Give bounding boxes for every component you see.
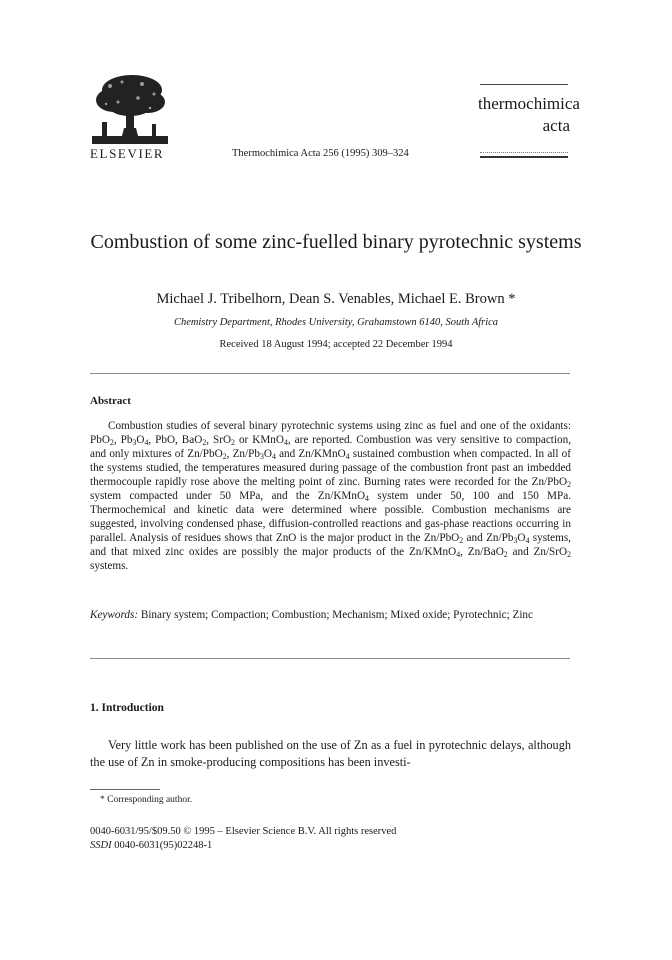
journal-rule-top — [480, 84, 568, 85]
article-title: Combustion of some zinc-fuelled binary pyrotechnic systems — [90, 231, 582, 253]
author-affiliation: Chemistry Department, Rhodes University, Grahamstown 6140, South Africa — [173, 317, 499, 328]
abstract-heading: Abstract — [90, 395, 131, 407]
tree-logo-icon — [92, 72, 168, 144]
section-heading-introduction: 1. Introduction — [90, 702, 164, 714]
journal-rule-dotted — [480, 152, 568, 153]
article-authors: Michael J. Tribelhorn, Dean S. Venables, Michael E. Brown * — [156, 291, 516, 307]
keywords — [90, 608, 571, 622]
introduction-text: Very little work has been published on the use of Zn as a fuel in pyrotechnic delays, although the use of Zn in smoke-producing compositions has been investi- — [90, 738, 571, 769]
elsevier-tree-logo — [92, 72, 168, 144]
publisher-name: ELSEVIER — [90, 146, 165, 161]
footnote-rule — [90, 789, 160, 790]
journal-name-line1: thermochimica — [478, 94, 580, 113]
ssdi-line — [90, 840, 212, 851]
keywords-label: Keywords: — [90, 609, 139, 621]
journal-name-line2: acta — [542, 116, 570, 135]
abstract-text: Combustion studies of several binary pyrotechnic systems using zinc as fuel and one of the oxidants: PbO$_2$, $Pb_3O_4$, PbO, BaO$_2$, SrO$_2$ or KMnO$_4$, are reported. Combustion was very sensitive to compaction, and only mixtures of Zn/PbO$_2$, $Zn/Pb_3O_4$ and Zn/KMnO$_4$ sustained combustion when compacted. In all of the systems studied, the temperatures measured during passage of the combustion front past an imbedded thermocouple rapidly rose above the melting point of zinc. Burning rates were recorded for the Zn/PbO$_2$ system compacted under 50 MPa, and the Zn/KMnO$_4$ system under 50, 100 and 150 MPa. Thermochemical and kinetic data were determined where possible. Combustion mechanisms are suggested, involving condensed phase, diffusion-controlled reactions and gas-phase reactions occurring in parallel. Analysis of residues shows that ZnO is the major product in the Zn/PbO$_2$ and $Zn/Pb_3O_4$ systems, and that mixed zinc oxides are possibly the major products of the Zn/KMnO$_4$, Zn/BaO$_2$ and Zn/SrO$_2$ systems. — [90, 420, 572, 572]
journal-rule-bottom — [480, 156, 568, 158]
journal-citation: Thermochimica Acta 256 (1995) 309–324 — [232, 148, 409, 159]
abstract-bottom-rule — [90, 658, 570, 659]
ssdi-number: 0040-6031(95)02248-1 — [114, 840, 213, 851]
received-dates: Received 18 August 1994; accepted 22 December 1994 — [219, 339, 453, 350]
footnote-corresponding-author: * Corresponding author. — [100, 795, 193, 805]
ssdi-label: SSDI — [90, 840, 112, 851]
keywords-list: Binary system; Compaction; Combustion; Mechanism; Mixed oxide; Pyrotechnic; Zinc — [140, 609, 533, 621]
copyright-line: 0040-6031/95/$09.50 © 1995 – Elsevier Science B.V. All rights reserved — [90, 826, 397, 837]
abstract-top-rule — [90, 373, 570, 374]
